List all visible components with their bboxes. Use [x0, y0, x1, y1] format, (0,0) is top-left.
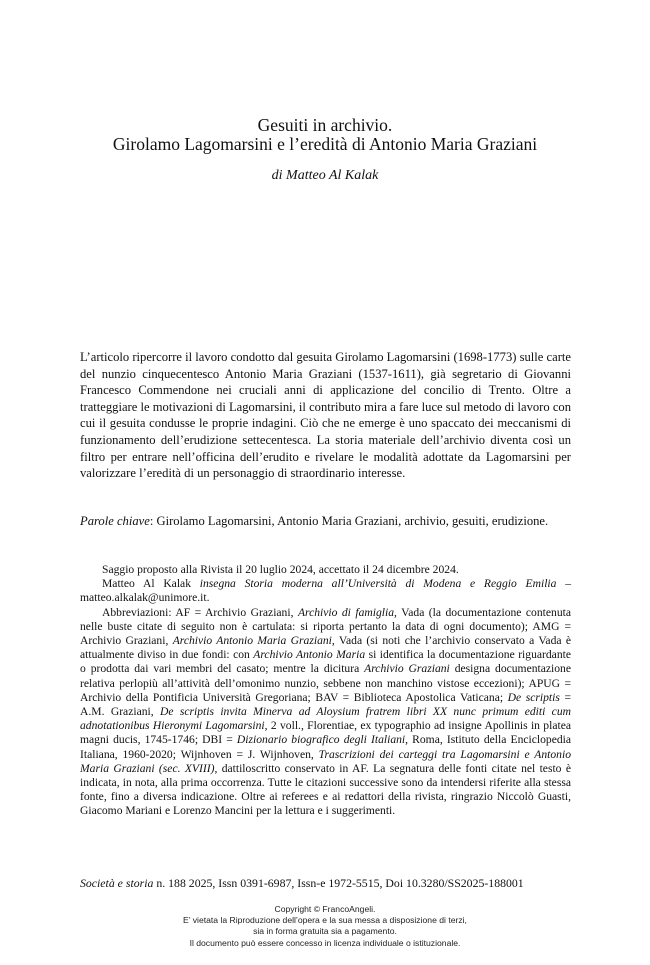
abstract-paragraph: L’articolo ripercorre il lavoro condotto dal gesuita Girolamo Lagomarsini (1698-1773) sulle carte del nunzio cinquecentesco Antonio Maria Graziani (1537-1611), già segretario di Giovanni Francesco Commendone nei cruciali anni di applicazione del concilio di Trento. Oltre a tratteggiare le motivazioni di Lagomarsini, il contributo mira a fare luce sul metodo di lavoro con cui il gesuita condusse le proprie indagini. Ciò che ne emerge è uno spaccato dei meccanismi di funzionamento dell’erudizione settecentesca. La storia materiale dell’archivio diventa così un filtro per entrare nell’officina dell’erudito e rivelare le modalità adottate da Lagomarsini per valorizzare l’eredità di un personaggio di straordinario interesse.: [80, 350, 572, 481]
copyright-line-2: E’ vietata la Riproduzione dell’opera e la sua messa a disposizione di terzi,: [183, 915, 467, 926]
abbrev-text-4: si identifica la documentazione riguardante o prodotta dai vari membri del casato; mentre la dicitura: [80, 648, 571, 676]
keywords-text: : Girolamo Lagomarsini, Antonio Maria Graziani, archivio, gesuiti, erudizione.: [149, 514, 549, 528]
copyright-line-4: Il documento può essere concesso in licenza individuale o istituzionale.: [189, 937, 461, 948]
article-title-line-2: Girolamo Lagomarsini e l’eredità di Antonio Maria Graziani: [112, 134, 538, 154]
abbrev-text-2: , Vada (la documentazione contenuta nelle buste citate di seguito non è cartulata: si riporta pertanto la data di ogni documento); AMG = Archivio Graziani,: [80, 605, 571, 648]
abbrev-text-6: = A.M. Graziani,: [80, 690, 571, 719]
note-received: Saggio proposto alla Rivista il 20 luglio 2024, accettato il 24 dicembre 2024.: [102, 563, 459, 576]
abbrev-italic-8: Trascrizioni dei carteggi tra Lagomarsini e Antonio Maria Graziani (sec. XVIII): [80, 747, 571, 775]
copyright-line-3: sia in forma gratuita sia a pagamento.: [253, 926, 397, 937]
article-title-line-1: Gesuiti in archivio.: [257, 115, 393, 135]
abbrev-text-5: designa documentazione relativa perlopiù all’attività dell’omonimo nunzio, sebbene non manchino vistose eccezioni); APUG = Archivio della Pontificia Università Gregoriana; BAV = Biblioteca Apostolica Vaticana;: [80, 662, 571, 704]
abbrev-text-9: , dattiloscritto conservato in AF. La segnatura delle fonti citate nel testo è indicata, in nota, alla prima occorrenza. Tutte le citazioni successive sono da intendersi riferite alla stessa fonte, fino a diversa indicazione. Oltre ai referees e ai redattori della rivista, ringrazio Niccolò Guasti, Giacomo Mariani e Lorenzo Mancini per la lettura e i suggerimenti.: [80, 761, 571, 818]
abbrev-italic-3: Archivio Antonio Maria: [253, 648, 366, 662]
abbrev-italic-2: Archivio Antonio Maria Graziani: [172, 634, 332, 648]
abbrev-italic-5: De scriptis: [507, 690, 560, 704]
abbrev-italic-4: Archivio Graziani: [364, 662, 450, 676]
journal-details: n. 188 2025, Issn 0391-6987, Issn-e 1972-5515, Doi 10.3280/SS2025-188001: [153, 876, 524, 890]
footnotes: [80, 563, 571, 819]
article-author: di Matteo Al Kalak: [271, 168, 379, 183]
note-abbreviations: [80, 606, 571, 819]
abbrev-text-7: , 2 voll., Florentiae, ex typographio ad insigne Apollinis in platea magni ducis, 1745-1746; DBI =: [80, 719, 571, 747]
abbrev-text-3: , Vada (si noti che l’archivio conservato a Vada è attualmente diviso in due fondi: con: [80, 634, 571, 662]
note-author: [80, 577, 571, 605]
abbrev-text-8: , Roma, Istituto della Enciclopedia Italiana, 1960-2020; Wijnhoven = J. Wijnhoven,: [80, 733, 571, 761]
abbrev-italic-7: Dizionario biografico degli Italiani: [236, 733, 406, 747]
note-author-name: Matteo Al Kalak: [102, 577, 200, 591]
abbrev-italic-6: De scriptis invita Minerva ad Aloysium fratrem libri XX nunc primum editi cum adnotationibus Hieronymi Lagomarsini: [80, 705, 571, 733]
keywords-label: Parole chiave: [80, 514, 150, 528]
keywords-paragraph: [80, 513, 571, 530]
abbrev-italic-1: Archivio di famiglia: [297, 605, 395, 619]
journal-citation: [80, 876, 571, 891]
abbrev-text-1: Abbreviazioni: AF = Archivio Graziani,: [102, 605, 298, 619]
note-author-affiliation: insegna Storia moderna all’Università di Modena e Reggio Emilia: [199, 577, 557, 591]
copyright-line-1: Copyright © FrancoAngeli.: [274, 904, 376, 914]
copyright-notice: [0, 904, 650, 949]
journal-name: Società e storia: [80, 876, 154, 890]
note-author-email: – matteo.alkalak@unimore.it.: [80, 577, 571, 605]
